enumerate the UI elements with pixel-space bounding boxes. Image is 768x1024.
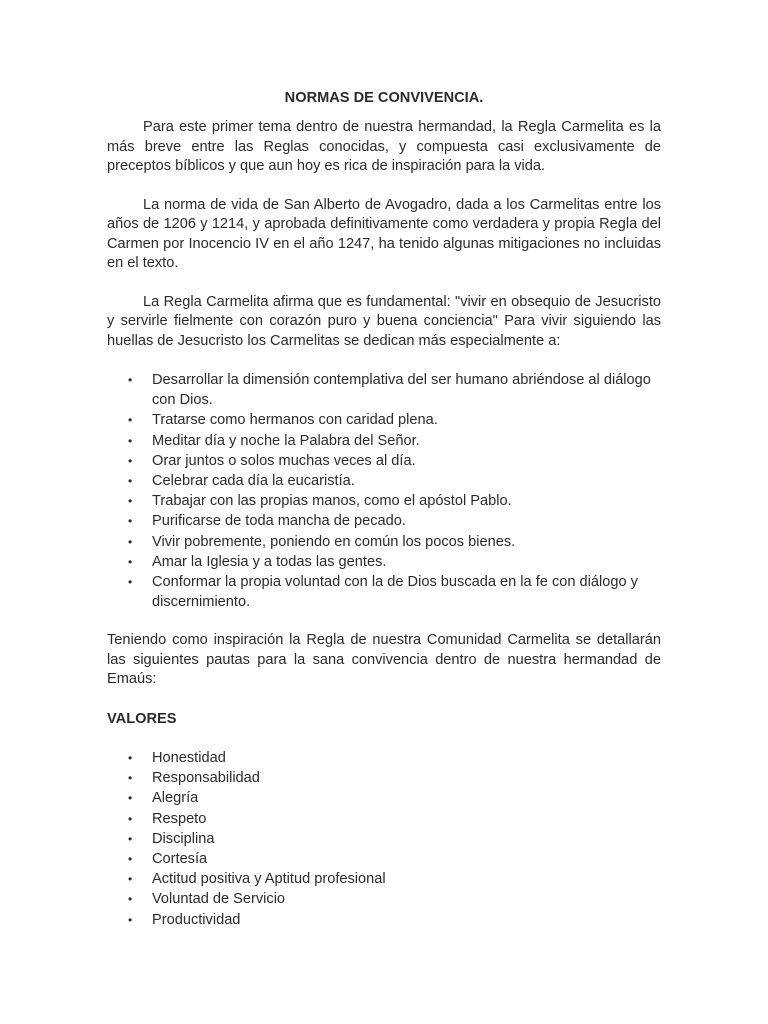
- paragraph-fundamental: La Regla Carmelita afirma que es fundamental: "vivir en obsequio de Jesucristo y servirle fielmente con corazón puro y buena conciencia" Para vivir siguiendo las huellas de Jesucristo los Carmelitas se dedican más especialmente a:: [107, 293, 661, 349]
- list-item-text: Conformar la propia voluntad con la de Dios buscada en la fe con diálogo y discernimiento.: [152, 574, 638, 611]
- list-item: [107, 370, 661, 410]
- list-item: [107, 471, 661, 491]
- list-item: [107, 511, 661, 531]
- list-item: [107, 849, 661, 869]
- list-item: [107, 410, 661, 430]
- list-item-text: Orar juntos o solos muchas veces al día.: [152, 452, 416, 469]
- list-item: [107, 910, 661, 930]
- values-list: [107, 748, 661, 930]
- list-item: [107, 451, 661, 471]
- bullet-icon: •: [128, 912, 133, 927]
- list-item: [107, 431, 661, 451]
- bullet-icon: •: [128, 514, 133, 529]
- bullet-icon: •: [128, 771, 133, 786]
- list-item: [107, 748, 661, 768]
- list-item-text: Disciplina: [152, 830, 215, 847]
- list-item-text: Vivir pobremente, poniendo en común los pocos bienes.: [152, 533, 516, 550]
- list-item: [107, 768, 661, 788]
- document-page: [107, 88, 661, 930]
- list-item: [107, 552, 661, 572]
- paragraph-gap: [107, 612, 661, 631]
- list-item: [107, 491, 661, 511]
- bullet-icon: •: [128, 791, 133, 806]
- values-heading: VALORES: [107, 710, 177, 727]
- bullet-icon: •: [128, 494, 133, 509]
- list-item: [107, 788, 661, 808]
- list-item: [107, 572, 661, 612]
- list-item-text: Celebrar cada día la eucaristía.: [152, 473, 355, 490]
- paragraph-history: La norma de vida de San Alberto de Avogadro, dada a los Carmelitas entre los años de 1206 y 1214, y aprobada definitivamente como verdadera y propia Regla del Carmen por Inocencio IV en el año 1247, ha tenido algunas mitigaciones no incluidas en el texto.: [107, 196, 661, 271]
- paragraph-gap: [107, 177, 661, 196]
- bullet-icon: •: [128, 474, 133, 489]
- bullet-icon: •: [128, 433, 133, 448]
- list-item-text: Purificarse de toda mancha de pecado.: [152, 513, 406, 530]
- list-item: [107, 829, 661, 849]
- list-item: [107, 532, 661, 552]
- list-item-text: Alegría: [152, 790, 199, 807]
- list-item-text: Trabajar con las propias manos, como el apóstol Pablo.: [152, 493, 512, 510]
- list-item: [107, 889, 661, 909]
- paragraph-closing: Teniendo como inspiración la Regla de nuestra Comunidad Carmelita se detallarán las siguientes pautas para la sana convivencia dentro de nuestra hermandad de Emaús:: [107, 632, 661, 688]
- bullet-icon: •: [128, 413, 133, 428]
- bullet-icon: •: [128, 534, 133, 549]
- list-item-text: Productividad: [152, 911, 241, 928]
- bullet-icon: •: [128, 831, 133, 846]
- list-item-text: Honestidad: [152, 749, 226, 766]
- list-item-text: Respeto: [152, 810, 207, 827]
- paragraph-gap: [107, 351, 661, 370]
- list-item-text: Voluntad de Servicio: [152, 891, 286, 908]
- paragraph-gap: [107, 274, 661, 293]
- document-title: NORMAS DE CONVIVENCIA.: [284, 90, 484, 106]
- bullet-icon: •: [128, 373, 133, 387]
- list-item-text: Meditar día y noche la Palabra del Señor.: [152, 432, 420, 449]
- paragraph-intro: Para este primer tema dentro de nuestra hermandad, la Regla Carmelita es la más breve entre las Reglas conocidas, y compuesta casi exclusivamente de preceptos bíblicos y que aun hoy es rica de inspiración para la vida.: [107, 119, 661, 174]
- list-item-text: Amar la Iglesia y a todas las gentes.: [152, 553, 387, 570]
- list-item: [107, 809, 661, 829]
- bullet-icon: •: [128, 453, 133, 468]
- bullet-icon: •: [128, 554, 133, 569]
- bullet-icon: •: [128, 575, 133, 590]
- list-item: [107, 869, 661, 889]
- bullet-icon: •: [128, 750, 133, 765]
- list-item-text: Responsabilidad: [152, 770, 260, 787]
- bullet-icon: •: [128, 892, 133, 907]
- list-item-text: Actitud positiva y Aptitud profesional: [152, 871, 386, 888]
- list-item-text: Tratarse como hermanos con caridad plena.: [152, 412, 438, 429]
- bullet-icon: •: [128, 811, 133, 826]
- list-item-text: Cortesía: [152, 850, 208, 867]
- paragraph-gap: [107, 690, 661, 709]
- dedication-list: [107, 370, 661, 612]
- bullet-icon: •: [128, 851, 133, 866]
- paragraph-gap: [107, 729, 661, 748]
- list-item-text: Desarrollar la dimensión contemplativa del ser humano abriéndose al diálogo con Dios.: [152, 372, 651, 409]
- bullet-icon: •: [128, 872, 133, 887]
